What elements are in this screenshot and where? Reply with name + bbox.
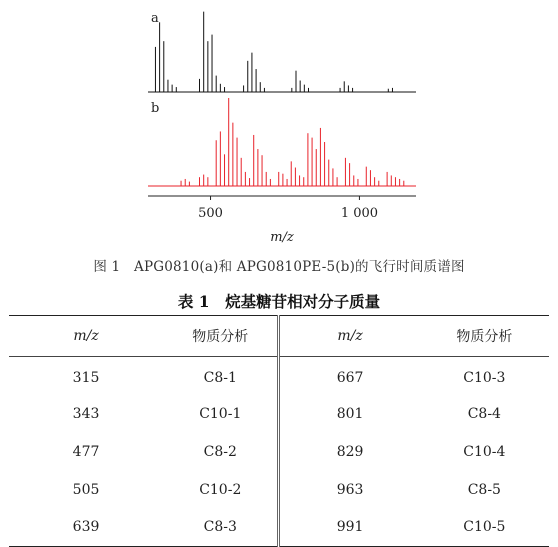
- cell-analysis: C8-1: [203, 369, 237, 386]
- cell-mz: 477: [72, 443, 100, 460]
- cell-analysis: C10-5: [463, 519, 506, 536]
- spectrum-b-trace: [148, 98, 416, 186]
- cell-analysis: C8-2: [203, 443, 237, 460]
- x-axis-label: m/z: [270, 230, 294, 245]
- spectrum-a-trace: [148, 12, 416, 92]
- header-mz-left: m/z: [9, 316, 163, 357]
- cell-mz: 505: [72, 481, 100, 498]
- cell-mz: 667: [279, 357, 420, 395]
- cell-analysis: C10-4: [463, 443, 506, 460]
- x-tick-label: 1 000: [340, 206, 379, 221]
- panel-label-b: b: [151, 101, 160, 116]
- cell-mz: 829: [279, 433, 420, 471]
- table-row: [9, 395, 549, 433]
- cell-analysis: C8-5: [467, 481, 501, 498]
- table-header-row: [9, 316, 549, 357]
- cell-analysis: C8-4: [467, 405, 501, 422]
- cell-analysis: C10-3: [463, 369, 506, 386]
- header-analysis-left: 物质分析: [163, 316, 279, 357]
- cell-mz: 639: [72, 519, 100, 536]
- cell-mz: 315: [72, 369, 100, 386]
- molecular-mass-table: [9, 315, 549, 547]
- cell-analysis: C10-1: [199, 405, 242, 422]
- figure-caption: 图 1 APG0810(a)和 APG0810PE-5(b)的飞行时间质谱图: [93, 259, 465, 275]
- cell-mz: 991: [279, 509, 420, 547]
- table-title: 表 1 烷基糖苷相对分子质量: [177, 292, 381, 311]
- cell-mz: 343: [72, 405, 100, 422]
- table-row: [9, 357, 549, 395]
- cell-analysis: C10-2: [199, 481, 242, 498]
- table-row: [9, 471, 549, 509]
- table-row: [9, 433, 549, 471]
- panel-label-a: a: [151, 11, 159, 26]
- x-tick-label: 500: [198, 206, 223, 221]
- x-axis: [148, 196, 416, 221]
- header-mz-right: m/z: [279, 316, 420, 357]
- cell-mz: 963: [279, 471, 420, 509]
- cell-mz: 801: [279, 395, 420, 433]
- cell-analysis: C8-3: [203, 519, 237, 536]
- mass-spectrum-figure: [0, 0, 558, 252]
- table-row: [9, 509, 549, 547]
- header-analysis-right: 物质分析: [420, 316, 549, 357]
